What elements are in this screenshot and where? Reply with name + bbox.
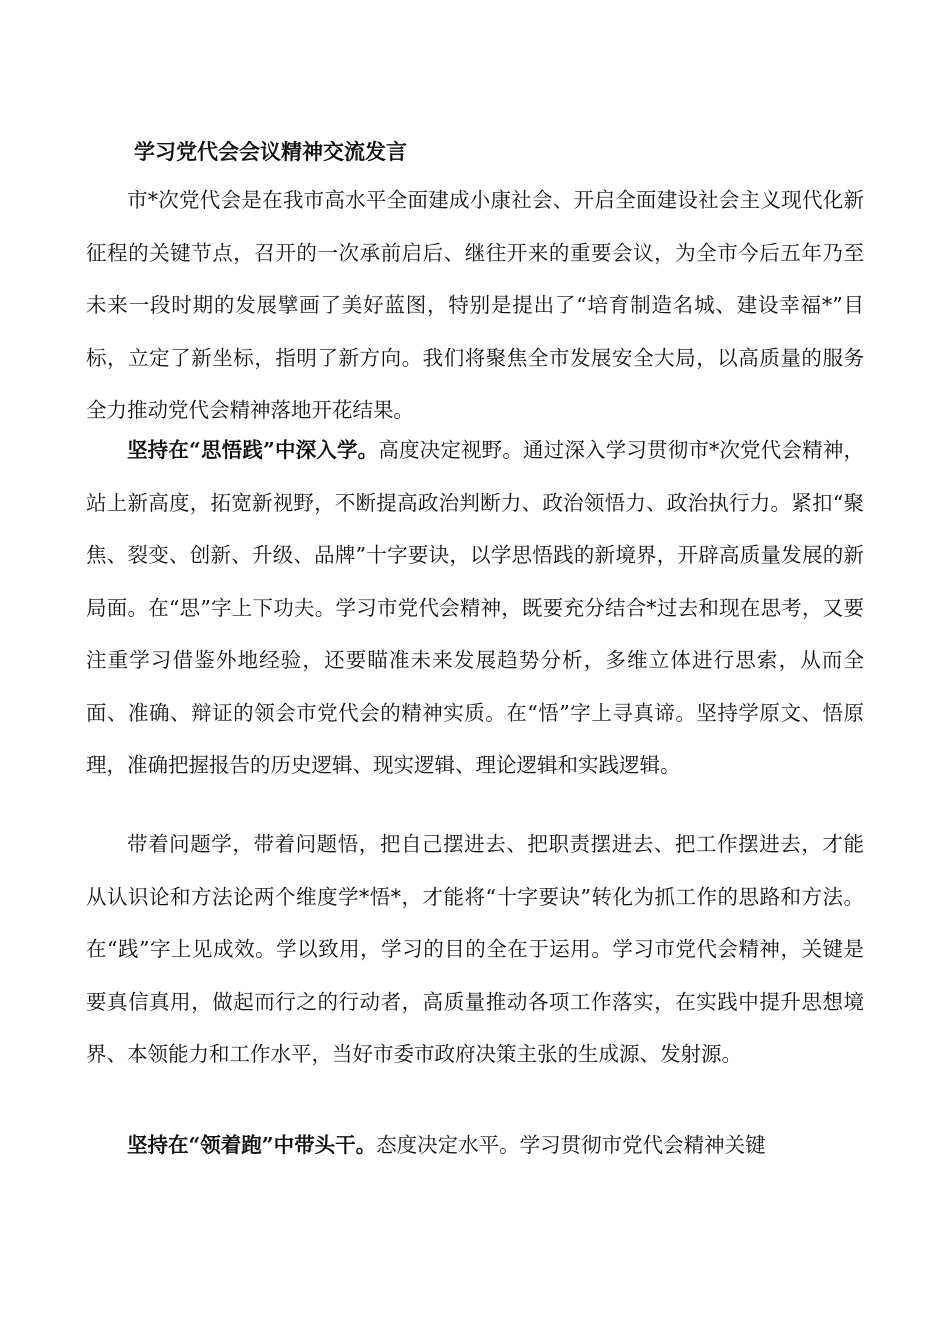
paragraph-4-text: 态度决定水平。学习贯彻市党代会精神关键: [376, 1133, 766, 1157]
paragraph-1: [86, 174, 864, 437]
paragraph-3: [86, 818, 864, 1081]
paragraph-2: [86, 424, 864, 792]
paragraph-2-text: 高度决定视野。通过深入学习贯彻市*次党代会精神，站上新高度，拓宽新视野，不断提高政治判断力、政治领悟力、政治执行力。紧扣“聚焦、裂变、创新、升级、品牌”十字要诀，以学思悟践的新境界，开辟高质量发展的新局面。在“思”字上下功夫。学习市党代会精神，既要充分结合*过去和现在思考，又要注重学习借鉴外地经验，还要瞄准未来发展趋势分析，多维立体进行思索，从而全面、准确、辩证的领会市党代会的精神实质。在“悟”字上寻真谛。坚持学原文、悟原理，准确把握报告的历史逻辑、现实逻辑、理论逻辑和实践逻辑。: [86, 438, 864, 777]
document-title: 学习党代会会议精神交流发言: [134, 139, 407, 164]
paragraph-3-text: 带着问题学，带着问题悟，把自己摆进去、把职责摆进去、把工作摆进去，才能从认识论和方法论两个维度学*悟*，才能将“十字要诀”转化为抓工作的思路和方法。在“践”字上见成效。学以致用，学习的目的全在于运用。学习市党代会精神，关键是要真信真用，做起而行之的行动者，高质量推动各项工作落实，在实践中提升思想境界、本领能力和工作水平，当好市委市政府决策主张的生成源、发射源。: [86, 832, 864, 1066]
paragraph-4: [86, 1119, 864, 1172]
paragraph-2-lead: 坚持在“思悟践”中深入学。: [127, 438, 379, 462]
paragraph-4-lead: 坚持在“领着跑”中带头干。: [127, 1133, 377, 1157]
paragraph-1-text: 市*次党代会是在我市高水平全面建成小康社会、开启全面建设社会主义现代化新征程的关键节点，召开的一次承前启后、继往开来的重要会议，为全市今后五年乃至未来一段时期的发展擘画了美好蓝图，特别是提出了“培育制造名城、建设幸福*”目标，立定了新坐标，指明了新方向。我们将聚焦全市发展安全大局，以高质量的服务全力推动党代会精神落地开花结果。: [86, 188, 864, 422]
